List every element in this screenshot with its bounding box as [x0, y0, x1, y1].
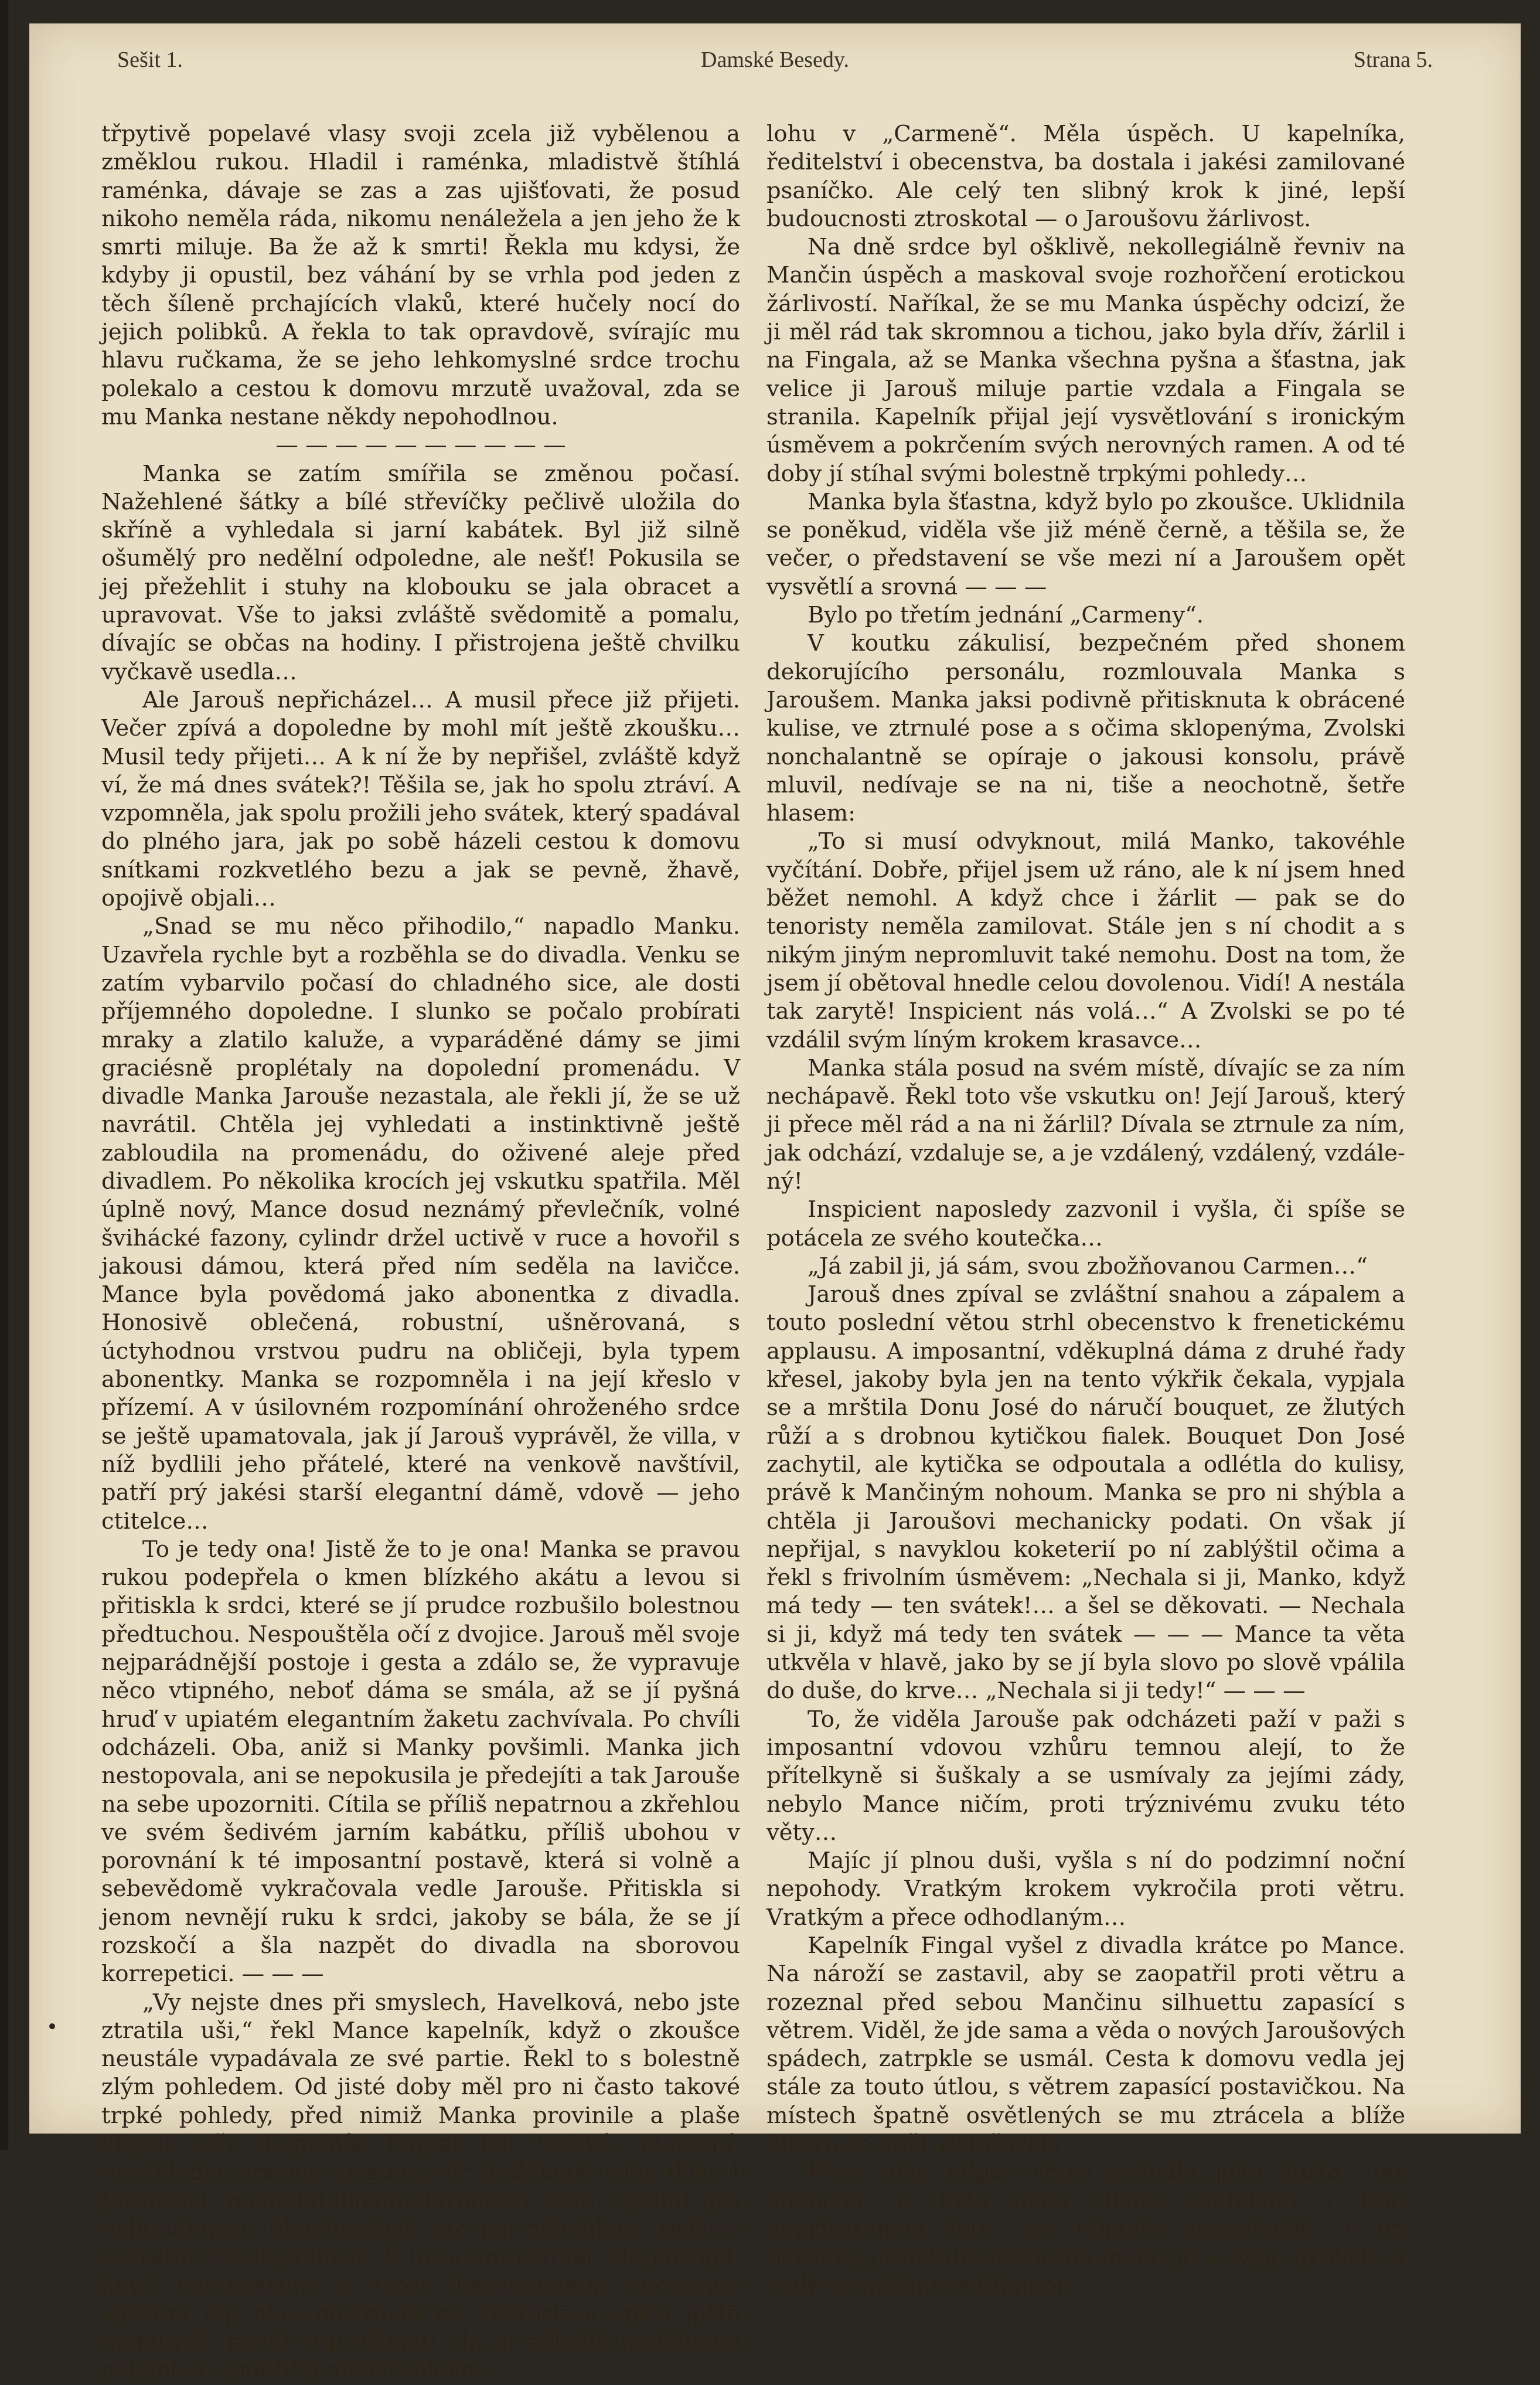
paragraph: Manka se zatím smířila se změnou počasí. Nažehlené šátky a bílé střevíčky pečlivě uložila do skříně a vyhledala si jarní kabátek. Byl již silně ošumělý pro nedělní odpoledne, ale nešť! Pokusila se jej přežehlit i stuhy na klobouku se jala obracet a upravovat. Vše to jaksi zvláště svědomitě a pomalu, dívajíc se občas na hodiny. I přistrojena ještě chvilku vyčkavě usedla… — [101, 460, 740, 685]
paragraph: Manka stála posud na svém místě, dívajíc se za ním nechápavě. Řekl toto vše vskutku on! Její Jarouš, který ji přece měl rád a na ni žárlil? Dívala se ztrnule za ním, jak odchází, vzdaluje se, a je vzdálený, vzdálený, vzdále-ný! — [766, 1054, 1405, 1195]
paragraph: „Snad se mu něco přihodilo,“ napadlo Manku. Uzavřela rychle byt a rozběhla se do divadla. Venku se zatím vybarvilo počasí do chladného sice, ale dosti příjemného dopoledne. I slunko se počalo probírati mraky a zlatilo kaluže, a vyparáděné dámy se jimi graciésně proplétaly na dopolední promenádu. V divadle Manka Jarouše nezastala, ale řekli jí, že se už navrátil. Chtěla jej vyhledati a instinktivně ještě zabloudila na promenádu, do oživené aleje před divadlem. Po několika krocích jej vskutku spatřila. Měl úplně nový, Mance dosud neznámý převlečník, volné švihácké fazony, cylindr držel uctivě v ruce a hovořil s jakousi dámou, která před ním seděla na lavičce. Mance byla povědomá jako abonentka z divadla. Honosivě oblečená, robustní, ušněrovaná, s úctyhodnou vrstvou pudru na obličeji, byla typem abonentky. Manka se rozpomněla i na její křeslo v přízemí. A v úsilovném rozpomínání ohroženého srdce se ještě upamatovala, jak jí Jarouš vyprávěl, že villa, v níž bydlili jeho přátelé, které na venkově navštívil, patří prý jakési starší elegantní dámě, vdově — jeho ctitelce… — [101, 913, 740, 1535]
paragraph: Ale Jarouš nepřicházel… A musil přece již přijeti. Večer zpívá a dopoledne by mohl mít ještě zkoušku… Musil tedy přijeti… A k ní že by nepřišel, zvláště když ví, že má dnes svátek?! Těšila se, jak ho spolu ztráví. A vzpomněla, jak spolu prožili jeho svátek, který spadával do plného jara, jak po sobě házeli cestou k domovu snítkami rozkvetlého bezu a jak se pevně, žhavě, opojivě objali… — [101, 686, 740, 912]
paragraph: Manka byla šťastna, když bylo po zkoušce. Uklidnila se poněkud, viděla vše již méně černě, a těšila se, že večer, o představení se vše mezi ní a Jaroušem opět vysvětlí a srovná — — — — [766, 488, 1405, 600]
left-column — [101, 120, 740, 2384]
right-column — [766, 120, 1405, 2299]
magazine-title: Damské Besedy. — [701, 47, 849, 72]
paragraph: Na dně srdce byl ošklivě, nekollegiálně řevniv na Mančin úspěch a maskoval svoje rozhořčení erotickou žárlivostí. Naříkal, že se mu Manka úspěchy odcizí, že ji měl rád tak skromnou a tichou, jako byla dřív, žárlil i na Fingala, až se Manka všechna pyšna a šťastna, jak velice ji Jarouš miluje partie vzdala a Fingala se stranila. Kapelník přijal její vysvětlování s ironickým úsměvem a pokrčením svých nerovných ramen. A od té doby jí stíhal svými bolestně trpkými pohledy… — [766, 234, 1405, 487]
paragraph: lohu v „Carmeně“. Měla úspěch. U kapelníka, ředitelství i obecenstva, ba dostala i jakési zamilované psaníčko. Ale celý ten slibný krok k jiné, lepší budoucnosti ztroskotal — o Jaroušovu žárlivost. — [766, 121, 1405, 232]
issue-number: Sešit 1. — [117, 47, 183, 72]
paragraph: „To si musí odvyknout, milá Manko, takovéhle vyčítání. Dobře, přijel jsem už ráno, ale k ní jsem hned běžet nemohl. A když chce i žárlit — pak se do tenoristy neměla zamilovat. Stále jen s ní chodit a s nikým jiným nepromluvit také nemohu. Dost na tom, že jsem jí obětoval hnedle celou dovolenou. Vidí! A nestála tak zarytě! Inspicient nás volá…“ A Zvolski se po té vzdálil svým líným krokem krasavce… — [766, 828, 1405, 1053]
book-spine — [0, 0, 8, 2150]
paragraph: Kapelník Fingal vyšel z divadla krátce po Mance. Na nároží se zastavil, aby se zaopatřil proti větru a rozeznal před sebou Mančinu silhuettu zapasící s větrem. Viděl, že jde sama a věda o nových Jaroušových spádech, zatrpkle se usmál. Cesta k domovu vedla jej stále za touto útlou, s větrem zapasící postavičkou. Na místech špatně osvětlených se mu ztrácela a blíže lucern se opět vynořovala. — [766, 1933, 1405, 2158]
running-header — [117, 47, 1433, 82]
paragraph: To, že viděla Jarouše pak odcházeti paží v paži s imposantní vdovou vzhůru temnou alejí, to že přítelkyně si šuškaly a se usmívaly za jejími zády, nebylo Mance ničím, proti trýznivému zvuku této věty… — [766, 1706, 1405, 1846]
page-number: Strana 5. — [1353, 47, 1433, 72]
paragraph: „Já zabil ji, já sám, svou zbožňovanou Carmen…“ — [808, 1253, 1368, 1280]
paragraph: Jarouš dnes zpíval se zvláštní snahou a zápalem a touto poslední větou strhl obecenstvo k frenetickému applausu. A imposantní, vděkuplná dáma z druhé řady křesel, jakoby byla jen na tento výkřik čekala, vypjala se a mrštila Donu José do náručí bouquet, ze žlutých růží a s drobnou kytičkou fialek. Bouquet Don José zachytil, ale kytička se odpoutala a odlétla do kulisy, právě k Mančiným nohoum. Manka se pro ni shýbla a chtěla ji Jaroušovi mechanicky podati. On však jí nepřijal, s navyklou koketerií po ní zablýštil očima a řekl s frivolním úsměvem: „Nechala si ji, Manko, když má tedy — ten svátek!… a šel se děkovati. — Nechala si ji, když má tedy ten svátek — — — Mance ta věta utkvěla v hlavě, jako by se jí byla slovo po slově vpálila do duše, do krve… „Nechala si ji tedy!“ — — — — [766, 1281, 1405, 1704]
paragraph: Přes silný odpor větru prchala jako šipka, bez oddechu. A bylo něco šíleně zoufalého v tom nepřirozeném letu, co Fingala znepokojilo. I on bezděky přidal do kroku, ba minul již i svoje bydliště a stále pospíchal za Mankou. — [766, 2159, 1405, 2299]
magazine-page — [29, 23, 1521, 2384]
paragraph: „Vy nejste dnes při smyslech, Havelková, nebo jste ztratila uši,“ řekl Mance kapelník, když o zkoušce neustále vypadávala ze své partie. Řekl to s bolestně zlým pohledem. Od jisté doby měl pro ni často takové trpké pohledy, před nimiž Manka provinile a plaše klopila oči. Kapelník Fingal byl vadivé, morosní, nevzhledně sražené postavy, ale hudebník celou duší. I Jaroušovi, neodolatelnému Jaroušovi často vyčinil pro nehudebnost. Manku přijal pro její několikeré svěží a závratně vysoký hlásek. S hrou ani nedbal, ale později, když namáhavým a skoro každodenním sborovým zpěvem její hlas neztrácel na svěžesti a spíše ještě mohutněl, počal si jí všímati, dal jí několik hudebních pokynů a vyměřil jí menší solovou — [101, 1989, 740, 2384]
paragraph: Inspicient naposledy zazvonil i vyšla, či spíše se potácela ze svého koutečka… — [766, 1196, 1405, 1251]
paragraph: Majíc jí plnou duši, vyšla s ní do podzimní noční nepohody. Vratkým krokem vykročila proti větru. Vratkým a přece odhodlaným… — [766, 1848, 1405, 1931]
section-divider: — — — — — — — — — — — [275, 432, 566, 459]
paragraph: To je tedy ona! Jistě že to je ona! Manka se pravou rukou podepřela o kmen blízkého akátu a levou si přitiskla k srdci, které se jí prudce rozbušilo bolestnou předtuchou. Nespouštěla očí z dvojice. Jarouš měl svoje nejparádnější postoje i gesta a zdálo se, že vypravuje něco vtipného, neboť dáma se smála, až se jí pyšná hruď v upiatém elegantním žaketu zachvívala. Po chvíli odcházeli. Oba, aniž si Manky povšimli. Manka jich nestopovala, ani se nepokusila je předejíti a tak Jarouše na sebe upozorniti. Cítila se příliš nepatrnou a zkřehlou ve svém šedivém jarním kabátku, příliš ubohou v porovnání k té imposantní postavě, která si volně a sebevědomě vykračovala vedle Jarouše. Přitiskla si jenom nevnějí ruku k srdci, jakoby se bála, že se jí rozskočí a šla nazpět do divadla na sborovou korrepetici. — — — — [101, 1536, 740, 1988]
paragraph: třpytivě popelavé vlasy svoji zcela již vybělenou a změklou rukou. Hladil i raménka, mladistvě štíhlá raménka, dávaje se zas a zas ujišťovati, že posud nikoho neměla ráda, nikomu nenáležela a jen jeho že k smrti miluje. Ba že až k smrti! Řekla mu kdysi, že kdyby ji opustil, bez váhání by se vrhla pod jeden z těch šíleně prchajících vlaků, které hučely nocí do jejich polibků. A řekla to tak opravdově, svírajíc mu hlavu ručkama, že se jeho lehkomyslné srdce trochu polekalo a cestou k domovu mrzutě uvažoval, zda se mu Manka nestane někdy nepohodlnou. — [101, 121, 740, 430]
paragraph: V koutku zákulisí, bezpečném před shonem dekorujícího personálu, rozmlouvala Manka s Jaroušem. Manka jaksi podivně přitisknuta k obrácené kulise, ve ztrnulé pose a s očima sklopenýma, Zvolski nonchalantně se opíraje o jakousi konsolu, právě mluvil, nedívaje se na ni, tiše a neochotně, šetře hlasem: — [766, 630, 1405, 827]
paragraph: Bylo po třetím jednání „Carmeny“. — [808, 602, 1204, 629]
ink-speck — [49, 2023, 55, 2029]
